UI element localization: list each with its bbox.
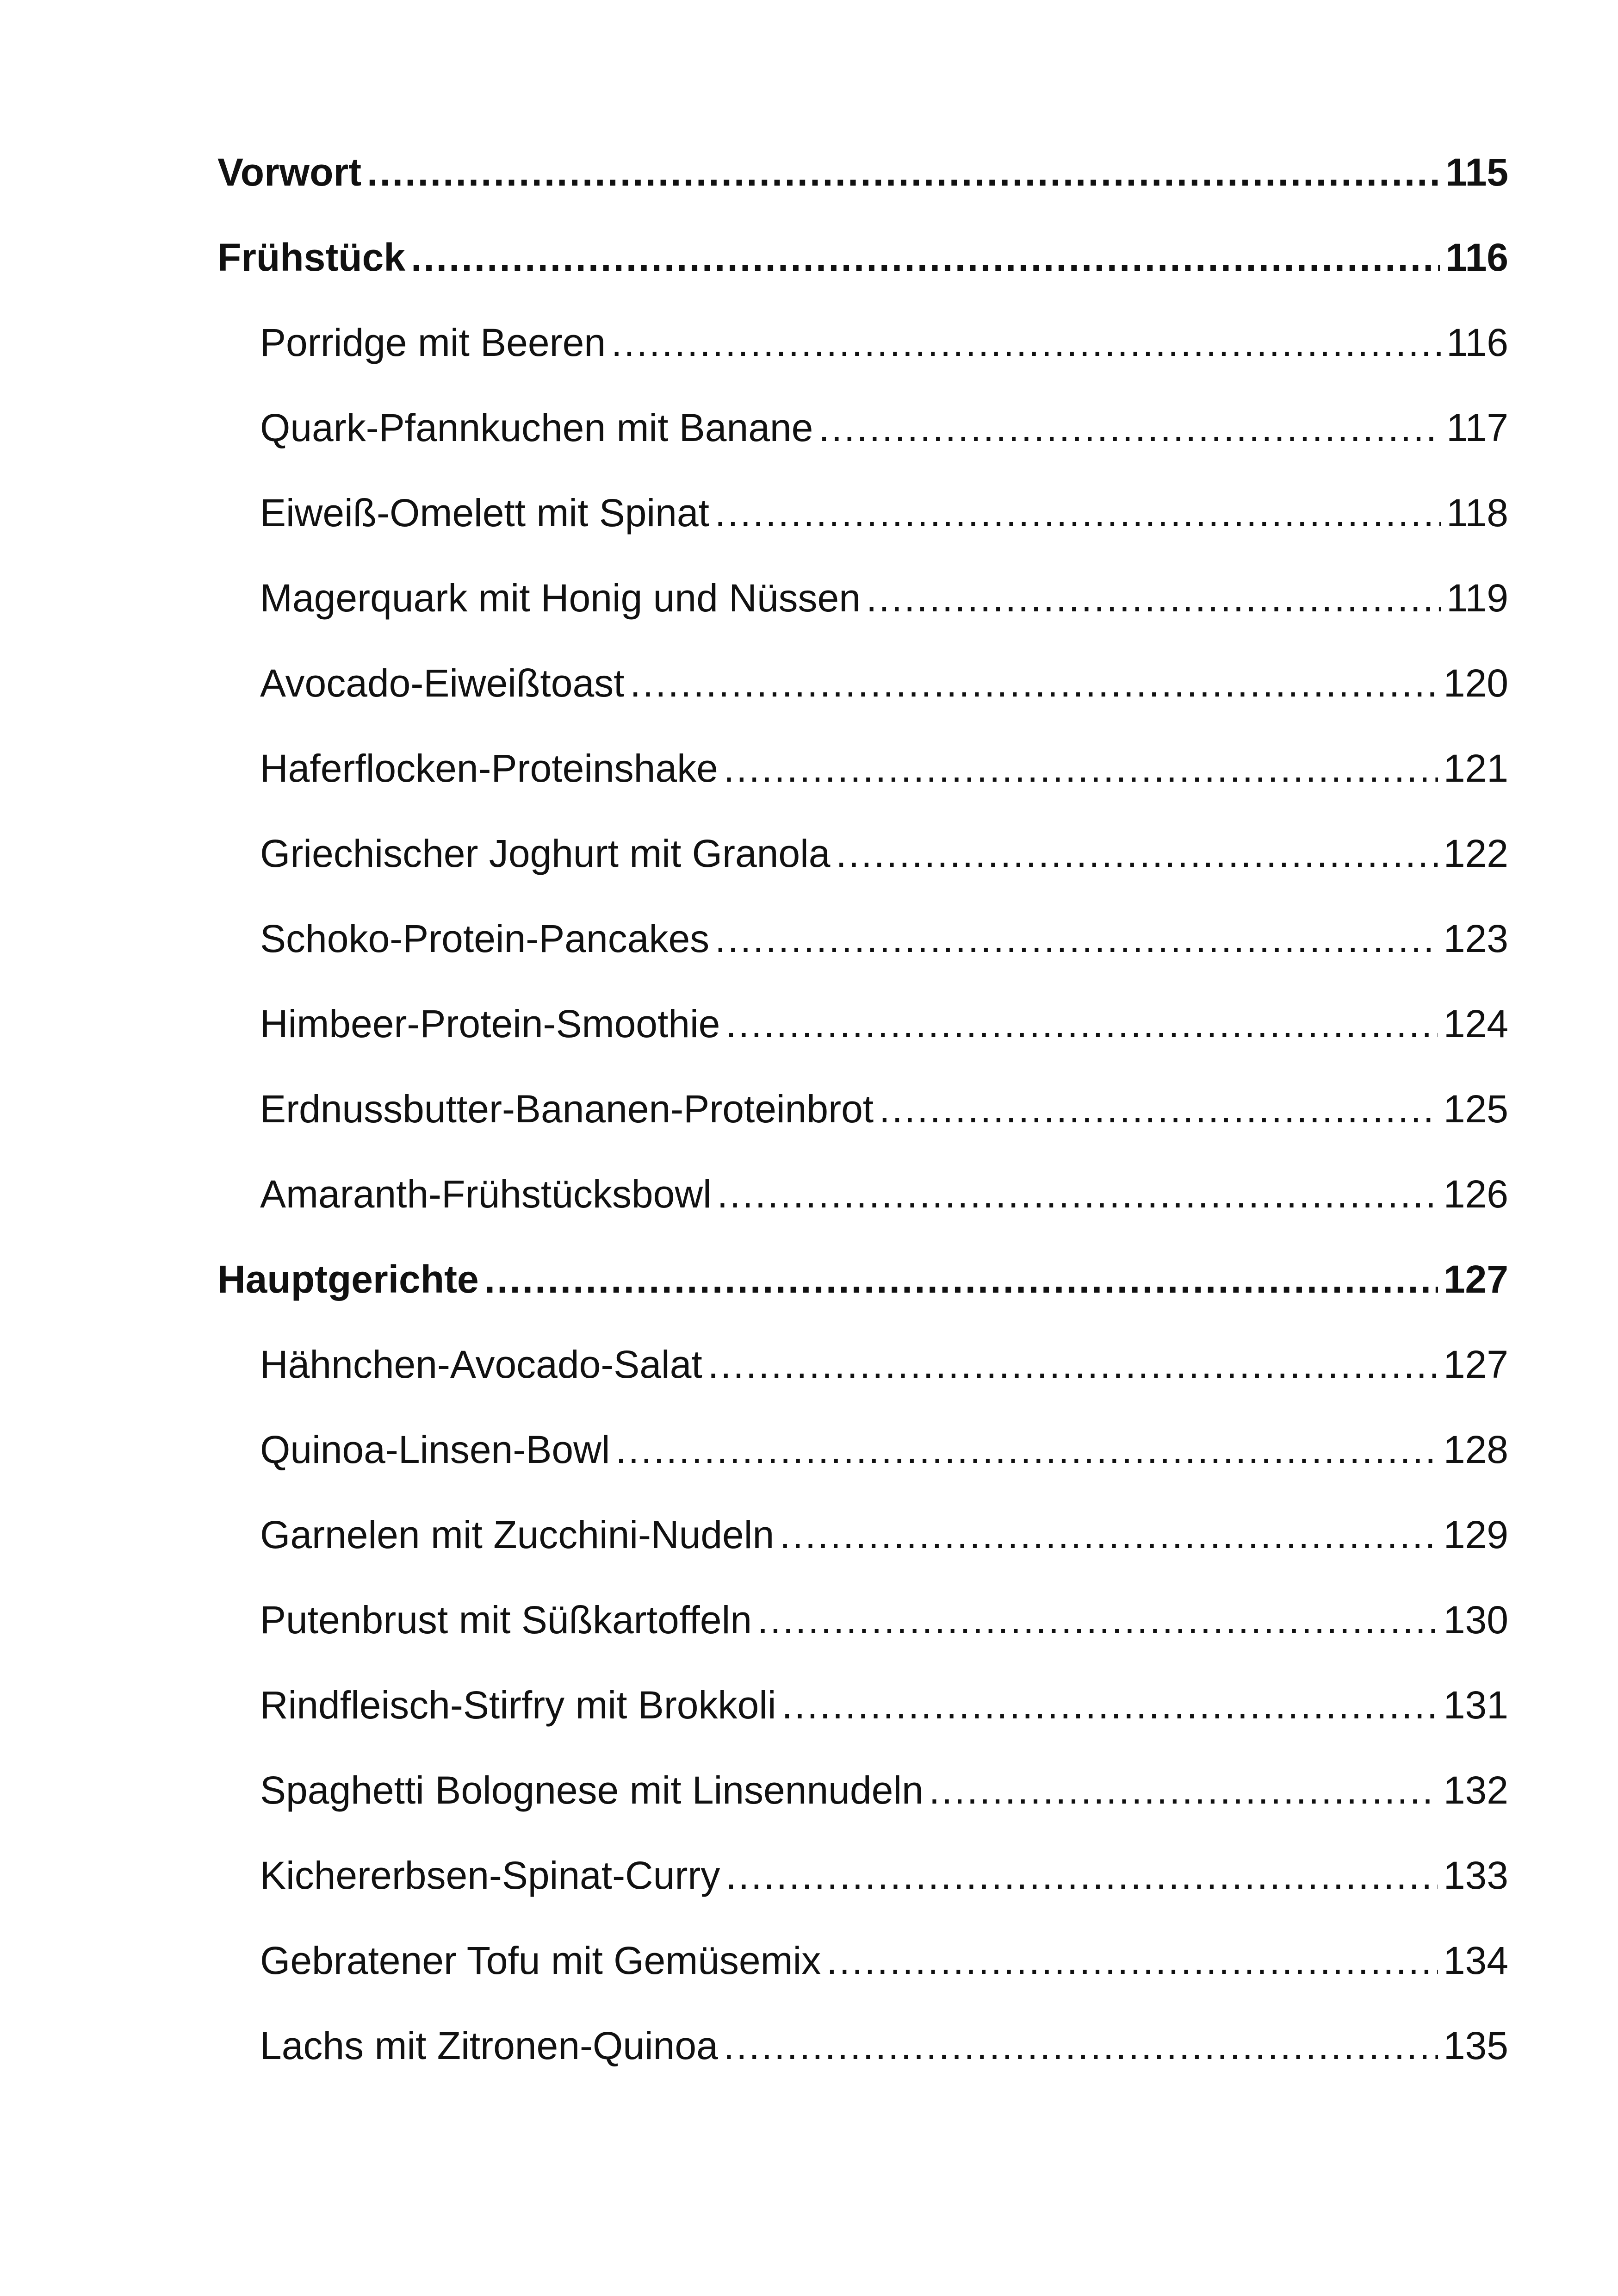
dot-leader — [836, 834, 1438, 873]
toc-entry-porridge[interactable] — [217, 323, 1508, 408]
toc-entry-hauptgerichte[interactable] — [217, 1260, 1508, 1345]
dot-leader — [717, 1175, 1438, 1213]
dot-leader — [818, 408, 1441, 447]
toc-entry-title: Avocado-Eiweißtoast — [260, 664, 625, 705]
toc-entry-page: 124 — [1443, 1004, 1508, 1045]
toc-entry-haehnchen-salat[interactable] — [217, 1345, 1508, 1430]
toc-entry-kichererbsen-curry[interactable] — [217, 1856, 1508, 1941]
dot-leader — [367, 153, 1440, 192]
dot-leader — [715, 493, 1441, 532]
dot-leader — [724, 2026, 1438, 2065]
toc-entry-title: Spaghetti Bolognese mit Linsennudeln — [260, 1771, 924, 1812]
dot-leader — [715, 919, 1438, 958]
toc-entry-page: 118 — [1446, 493, 1508, 535]
dot-leader — [780, 1515, 1438, 1554]
toc-entry-title: Gebratener Tofu mit Gemüsemix — [260, 1941, 821, 1982]
dot-leader — [879, 1089, 1438, 1128]
dot-leader — [725, 1856, 1438, 1895]
toc-entry-title: Porridge mit Beeren — [260, 323, 606, 364]
toc-entry-page: 135 — [1443, 2026, 1508, 2067]
toc-entry-title: Vorwort — [217, 153, 362, 194]
toc-entry-page: 119 — [1446, 579, 1508, 620]
dot-leader — [782, 1686, 1438, 1724]
toc-entry-page: 116 — [1446, 323, 1508, 364]
toc-entry-quinoa-bowl[interactable] — [217, 1430, 1508, 1515]
dot-leader — [611, 323, 1441, 362]
dot-leader — [484, 1260, 1438, 1299]
toc-entry-title: Schoko-Protein-Pancakes — [260, 919, 710, 960]
toc-entry-proteinshake[interactable] — [217, 749, 1508, 834]
toc-entry-title: Quinoa-Linsen-Bowl — [260, 1430, 610, 1471]
toc-entry-title: Griechischer Joghurt mit Granola — [260, 834, 831, 875]
toc-entry-title: Quark-Pfannkuchen mit Banane — [260, 408, 813, 449]
toc-entry-title: Putenbrust mit Süßkartoffeln — [260, 1600, 752, 1642]
toc-entry-title: Garnelen mit Zucchini-Nudeln — [260, 1515, 775, 1556]
toc-entry-title: Magerquark mit Honig und Nüssen — [260, 579, 861, 620]
toc-entry-title: Kichererbsen-Spinat-Curry — [260, 1856, 720, 1897]
toc-entry-page: 133 — [1443, 1856, 1508, 1897]
toc-entry-page: 127 — [1443, 1260, 1508, 1301]
toc-entry-page: 123 — [1443, 919, 1508, 960]
toc-entry-title: Haferflocken-Proteinshake — [260, 749, 718, 790]
toc-entry-amaranth-bowl[interactable] — [217, 1175, 1508, 1260]
toc-entry-page: 116 — [1445, 238, 1508, 279]
dot-leader — [630, 664, 1438, 703]
toc-entry-page: 134 — [1443, 1941, 1508, 1982]
toc-entry-proteinbrot[interactable] — [217, 1089, 1508, 1175]
toc-entry-page: 126 — [1443, 1175, 1508, 1216]
toc-entry-putenbrust[interactable] — [217, 1600, 1508, 1686]
toc-entry-page: 121 — [1443, 749, 1508, 790]
toc-entry-garnelen[interactable] — [217, 1515, 1508, 1600]
toc-entry-schoko-pancakes[interactable] — [217, 919, 1508, 1004]
toc-entry-himbeer-smoothie[interactable] — [217, 1004, 1508, 1089]
toc-entry-page: 125 — [1443, 1089, 1508, 1131]
dot-leader — [826, 1941, 1438, 1980]
toc-entry-avocado-toast[interactable] — [217, 664, 1508, 749]
toc-entry-rindfleisch-stirfry[interactable] — [217, 1686, 1508, 1771]
toc-entry-title: Hauptgerichte — [217, 1260, 479, 1301]
toc-entry-title: Frühstück — [217, 238, 406, 279]
toc-entry-magerquark[interactable] — [217, 579, 1508, 664]
toc-entry-title: Lachs mit Zitronen-Quinoa — [260, 2026, 718, 2067]
dot-leader — [411, 238, 1440, 277]
dot-leader — [757, 1600, 1438, 1639]
toc-entry-vorwort[interactable] — [217, 153, 1508, 238]
toc-entry-fruehstueck[interactable] — [217, 238, 1508, 323]
toc-entry-title: Erdnussbutter-Bananen-Proteinbrot — [260, 1089, 874, 1131]
toc-entry-joghurt-granola[interactable] — [217, 834, 1508, 919]
toc-entry-page: 127 — [1443, 1345, 1508, 1386]
toc-entry-title: Amaranth-Frühstücksbowl — [260, 1175, 712, 1216]
toc-entry-lachs-quinoa[interactable] — [217, 2026, 1508, 2111]
toc-entry-quark-pfannkuchen[interactable] — [217, 408, 1508, 493]
toc-entry-title: Hähnchen-Avocado-Salat — [260, 1345, 702, 1386]
toc-entry-page: 117 — [1446, 408, 1508, 449]
toc-entry-title: Rindfleisch-Stirfry mit Brokkoli — [260, 1686, 776, 1727]
dot-leader — [929, 1771, 1438, 1810]
toc-entry-tofu-gemuesemix[interactable] — [217, 1941, 1508, 2026]
toc-entry-page: 131 — [1443, 1686, 1508, 1727]
dot-leader — [615, 1430, 1438, 1469]
dot-leader — [866, 579, 1441, 617]
toc-entry-spaghetti-bolognese[interactable] — [217, 1771, 1508, 1856]
toc-entry-page: 122 — [1443, 834, 1508, 875]
toc-entry-page: 128 — [1443, 1430, 1508, 1471]
toc-entry-title: Eiweiß-Omelett mit Spinat — [260, 493, 709, 535]
dot-leader — [724, 749, 1438, 788]
toc-entry-page: 120 — [1443, 664, 1508, 705]
table-of-contents — [217, 153, 1508, 2111]
toc-entry-title: Himbeer-Protein-Smoothie — [260, 1004, 720, 1045]
toc-entry-page: 132 — [1443, 1771, 1508, 1812]
dot-leader — [708, 1345, 1438, 1384]
dot-leader — [725, 1004, 1438, 1043]
toc-entry-page: 129 — [1443, 1515, 1508, 1556]
toc-entry-page: 130 — [1443, 1600, 1508, 1642]
toc-entry-page: 115 — [1445, 153, 1508, 194]
toc-entry-eiweiss-omelett[interactable] — [217, 493, 1508, 579]
